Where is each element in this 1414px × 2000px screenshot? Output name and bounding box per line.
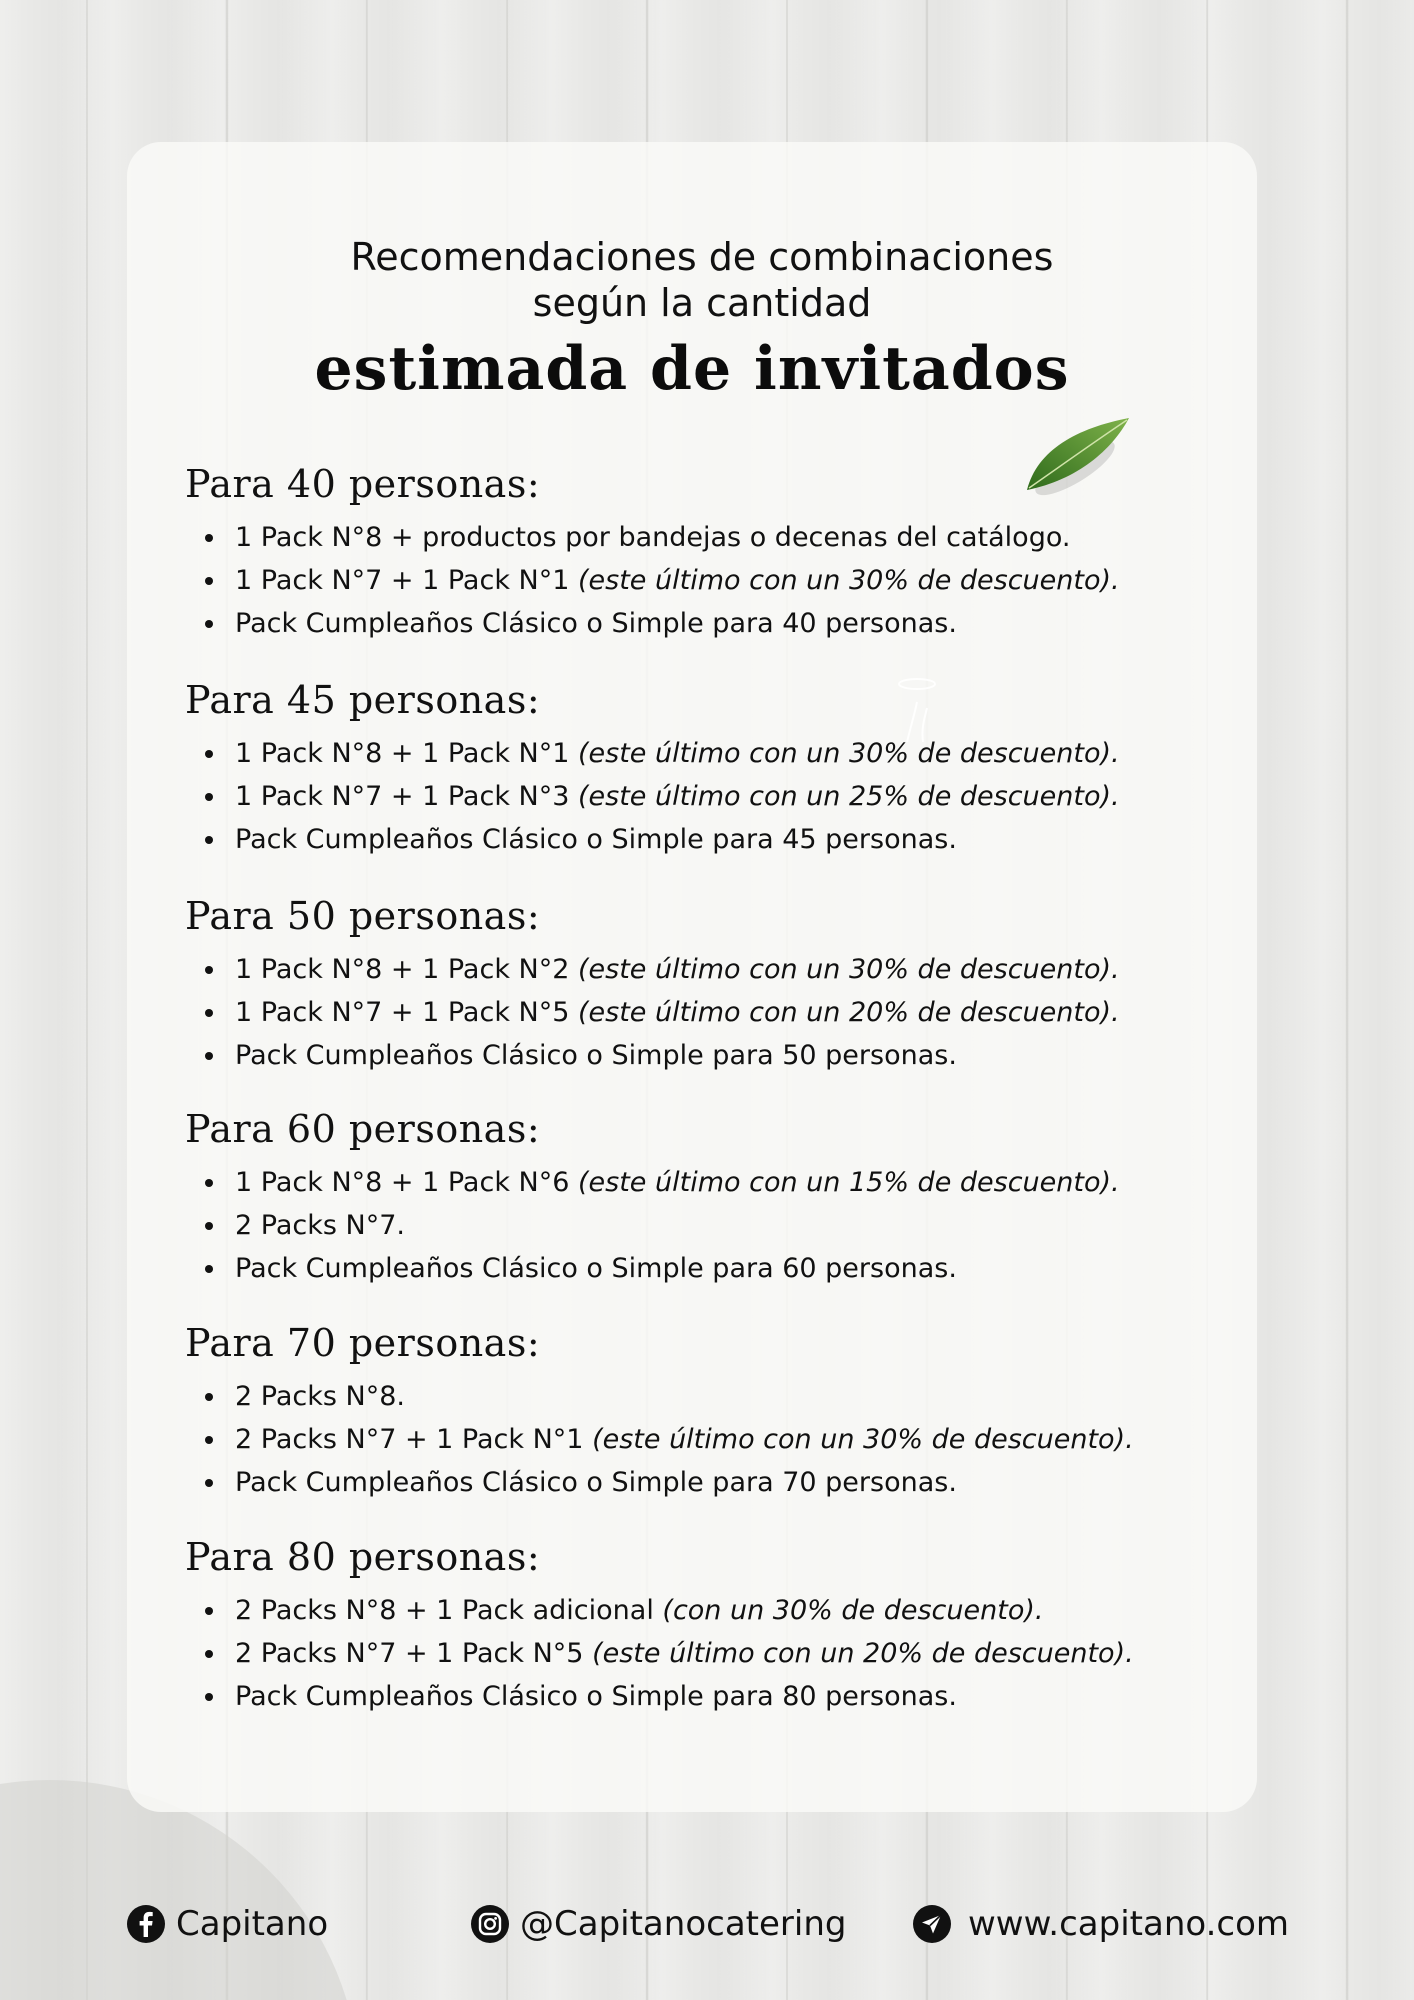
list-item: Pack Cumpleaños Clásico o Simple para 80 personas.: [185, 1675, 1245, 1718]
list-item: Pack Cumpleaños Clásico o Simple para 60 personas.: [185, 1247, 1245, 1290]
section-title: Para 80 personas:: [185, 1535, 541, 1579]
footer-instagram-link[interactable]: [470, 1896, 846, 1952]
instagram-label: @Capitanocatering: [520, 1904, 847, 1944]
recommendations-card: [127, 142, 1257, 1812]
header-line-2: según la cantidad: [532, 281, 872, 325]
section-title: Para 70 personas:: [185, 1321, 541, 1365]
section-50: [185, 892, 1245, 1077]
header-line-1: Recomendaciones de combinaciones: [350, 235, 1054, 279]
section-title: Para 60 personas:: [185, 1107, 541, 1151]
background-corner-circle: [0, 1780, 360, 2000]
list-item: 2 Packs N°8 + 1 Pack adicional (con un 30% de descuento).: [185, 1589, 1245, 1632]
option-list: [185, 516, 1245, 645]
list-item: Pack Cumpleaños Clásico o Simple para 50 personas.: [185, 1034, 1245, 1077]
option-list: [185, 732, 1245, 861]
facebook-label: Capitano: [176, 1904, 329, 1944]
header-subtitle: [127, 234, 1257, 326]
list-item: 2 Packs N°7.: [185, 1204, 1245, 1247]
list-item: 1 Pack N°8 + 1 Pack N°2 (este último con un 30% de descuento).: [185, 948, 1245, 991]
option-list: [185, 1375, 1245, 1504]
list-item: 2 Packs N°7 + 1 Pack N°1 (este último con un 30% de descuento).: [185, 1418, 1245, 1461]
instagram-icon: [470, 1904, 510, 1944]
website-label: www.capitano.com: [968, 1904, 1290, 1944]
list-item: Pack Cumpleaños Clásico o Simple para 40 personas.: [185, 602, 1245, 645]
list-item: 1 Pack N°7 + 1 Pack N°3 (este último con un 25% de descuento).: [185, 775, 1245, 818]
footer-facebook-link[interactable]: [126, 1896, 328, 1952]
list-item: Pack Cumpleaños Clásico o Simple para 45 personas.: [185, 818, 1245, 861]
option-list: [185, 948, 1245, 1077]
facebook-icon: [126, 1904, 166, 1944]
list-item: Pack Cumpleaños Clásico o Simple para 70 personas.: [185, 1461, 1245, 1504]
list-item: 1 Pack N°8 + 1 Pack N°6 (este último con un 15% de descuento).: [185, 1161, 1245, 1204]
list-item: 2 Packs N°8.: [185, 1375, 1245, 1418]
option-list: [185, 1161, 1245, 1290]
section-title: Para 50 personas:: [185, 894, 541, 938]
list-item: 2 Packs N°7 + 1 Pack N°5 (este último con un 20% de descuento).: [185, 1632, 1245, 1675]
section-title: Para 40 personas:: [185, 462, 541, 506]
section-40: [185, 460, 1245, 645]
list-item: 1 Pack N°7 + 1 Pack N°1 (este último con un 30% de descuento).: [185, 559, 1245, 602]
list-item: 1 Pack N°7 + 1 Pack N°5 (este último con un 20% de descuento).: [185, 991, 1245, 1034]
footer-website-link[interactable]: [912, 1896, 1289, 1952]
header-title: estimada de invitados: [314, 334, 1070, 404]
section-title: Para 45 personas:: [185, 678, 541, 722]
section-45: [185, 676, 1245, 861]
section-70: [185, 1319, 1245, 1504]
section-60: [185, 1105, 1245, 1290]
section-80: [185, 1533, 1245, 1718]
send-icon: [912, 1904, 952, 1944]
list-item: 1 Pack N°8 + 1 Pack N°1 (este último con un 30% de descuento).: [185, 732, 1245, 775]
list-item: 1 Pack N°8 + productos por bandejas o decenas del catálogo.: [185, 516, 1245, 559]
option-list: [185, 1589, 1245, 1718]
